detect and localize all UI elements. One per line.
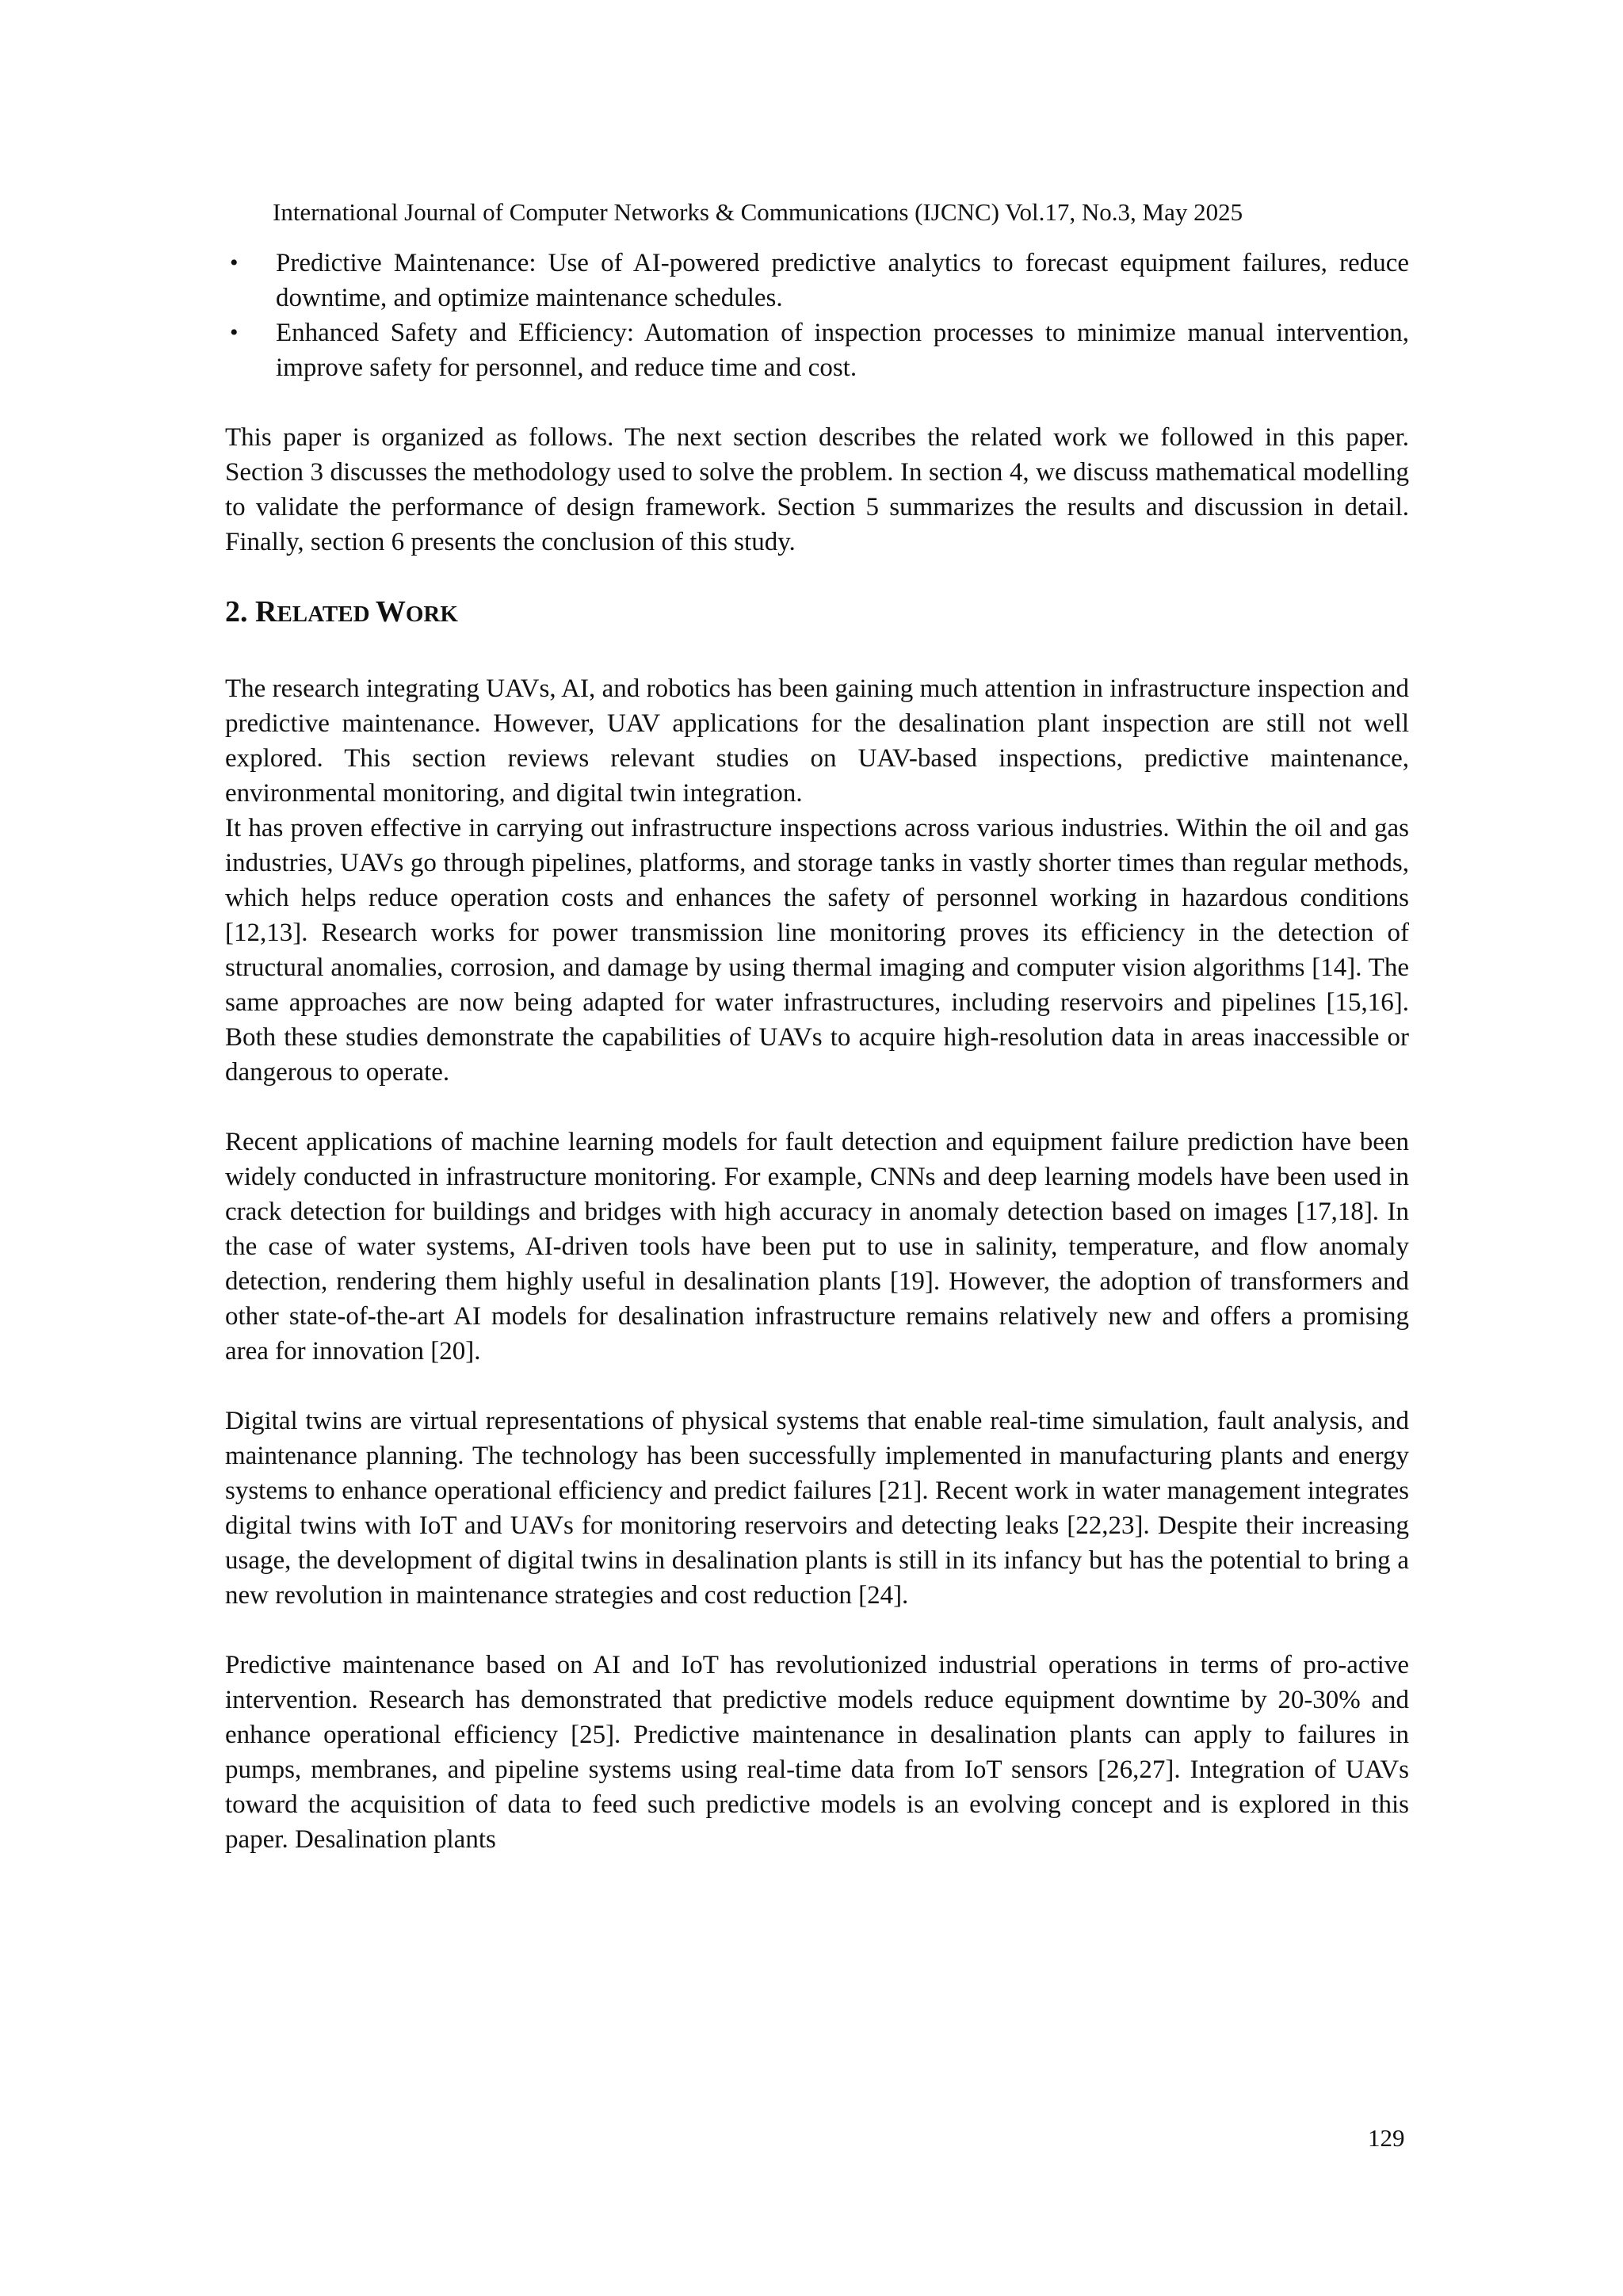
bullet-text: Predictive Maintenance: Use of AI-powered predictive analytics to forecast equipment failures, reduce downtime, and optimize maintenance schedules. (276, 249, 1409, 312)
paragraph: Predictive maintenance based on AI and IoT has revolutionized industrial operations in terms of pro-active intervention. Research has demonstrated that predictive models reduce equipment downtime by 20-30% and enhance operational efficiency [25]. Predictive maintenance in desalination plants can apply to failures in pumps, membranes, and pipeline systems using real-time data from IoT sensors [26,27]. Integration of UAVs toward the acquisition of data to feed such predictive models is an evolving concept and is explored in this paper. Desalination plants (225, 1651, 1409, 1854)
section-number: 2. (225, 595, 255, 628)
running-header: International Journal of Computer Networks & Communications (IJCNC) Vol.17, No.3, May 2025 (273, 198, 1243, 226)
bullet-dot-icon: • (230, 250, 239, 276)
paragraph-organization: This paper is organized as follows. The next section describes the related work we followed in this paper. Section 3 discusses the methodology used to solve the problem. In section 4, we discuss mathematical modelling to validate the performance of design framework. Section 5 summarizes the results and discussion in detail. Finally, section 6 presents the conclusion of this study. (225, 423, 1409, 556)
section-title-cap: R (255, 595, 277, 628)
bullet-list (225, 246, 1409, 385)
bullet-item (225, 315, 1409, 385)
bullet-item (225, 246, 1409, 315)
bullet-dot-icon: • (230, 319, 239, 346)
page-content (225, 246, 1409, 1857)
paragraph: It has proven effective in carrying out infrastructure inspections across various industries. Within the oil and gas industries, UAVs go through pipelines, platforms, and storage tanks in vastly shorter times than regular methods, which helps reduce operation costs and enhances the safety of personnel working in hazardous conditions [12,13]. Research works for power transmission line monitoring proves its efficiency in the detection of structural anomalies, corrosion, and damage by using thermal imaging and computer vision algorithms [14]. The same approaches are now being adapted for water infrastructures, including reservoirs and pipelines [15,16]. Both these studies demonstrate the capabilities of UAVs to acquire high-resolution data in areas inaccessible or dangerous to operate. (225, 814, 1409, 1087)
section-heading (225, 593, 1409, 633)
section-title-rest: ELATED (277, 602, 376, 627)
paragraph: The research integrating UAVs, AI, and robotics has been gaining much attention in infrastructure inspection and predictive maintenance. However, UAV applications for the desalination plant inspection are still not well explored. This section reviews relevant studies on UAV-based inspections, predictive maintenance, environmental monitoring, and digital twin integration. (225, 674, 1409, 808)
bullet-text: Enhanced Safety and Efficiency: Automation of inspection processes to minimize manual intervention, improve safety for personnel, and reduce time and cost. (276, 319, 1409, 382)
paragraph: Digital twins are virtual representations of physical systems that enable real-time simulation, fault analysis, and maintenance planning. The technology has been successfully implemented in manufacturing plants and energy systems to enhance operational efficiency and predict failures [21]. Recent work in water management integrates digital twins with IoT and UAVs for monitoring reservoirs and detecting leaks [22,23]. Despite their increasing usage, the development of digital twins in desalination plants is still in its infancy but has the potential to bring a new revolution in maintenance strategies and cost reduction [24]. (225, 1407, 1409, 1610)
page-number: 129 (1368, 2124, 1405, 2152)
paragraph: Recent applications of machine learning models for fault detection and equipment failure prediction have been widely conducted in infrastructure monitoring. For example, CNNs and deep learning models have been used in crack detection for buildings and bridges with high accuracy in anomaly detection based on images [17,18]. In the case of water systems, AI-driven tools have been put to use in salinity, temperature, and flow anomaly detection, rendering them highly useful in desalination plants [19]. However, the adoption of transformers and other state-of-the-art AI models for desalination infrastructure remains relatively new and offers a promising area for innovation [20]. (225, 1128, 1409, 1366)
section-title-cap: W (375, 595, 406, 628)
section-title-rest: ORK (405, 602, 458, 627)
